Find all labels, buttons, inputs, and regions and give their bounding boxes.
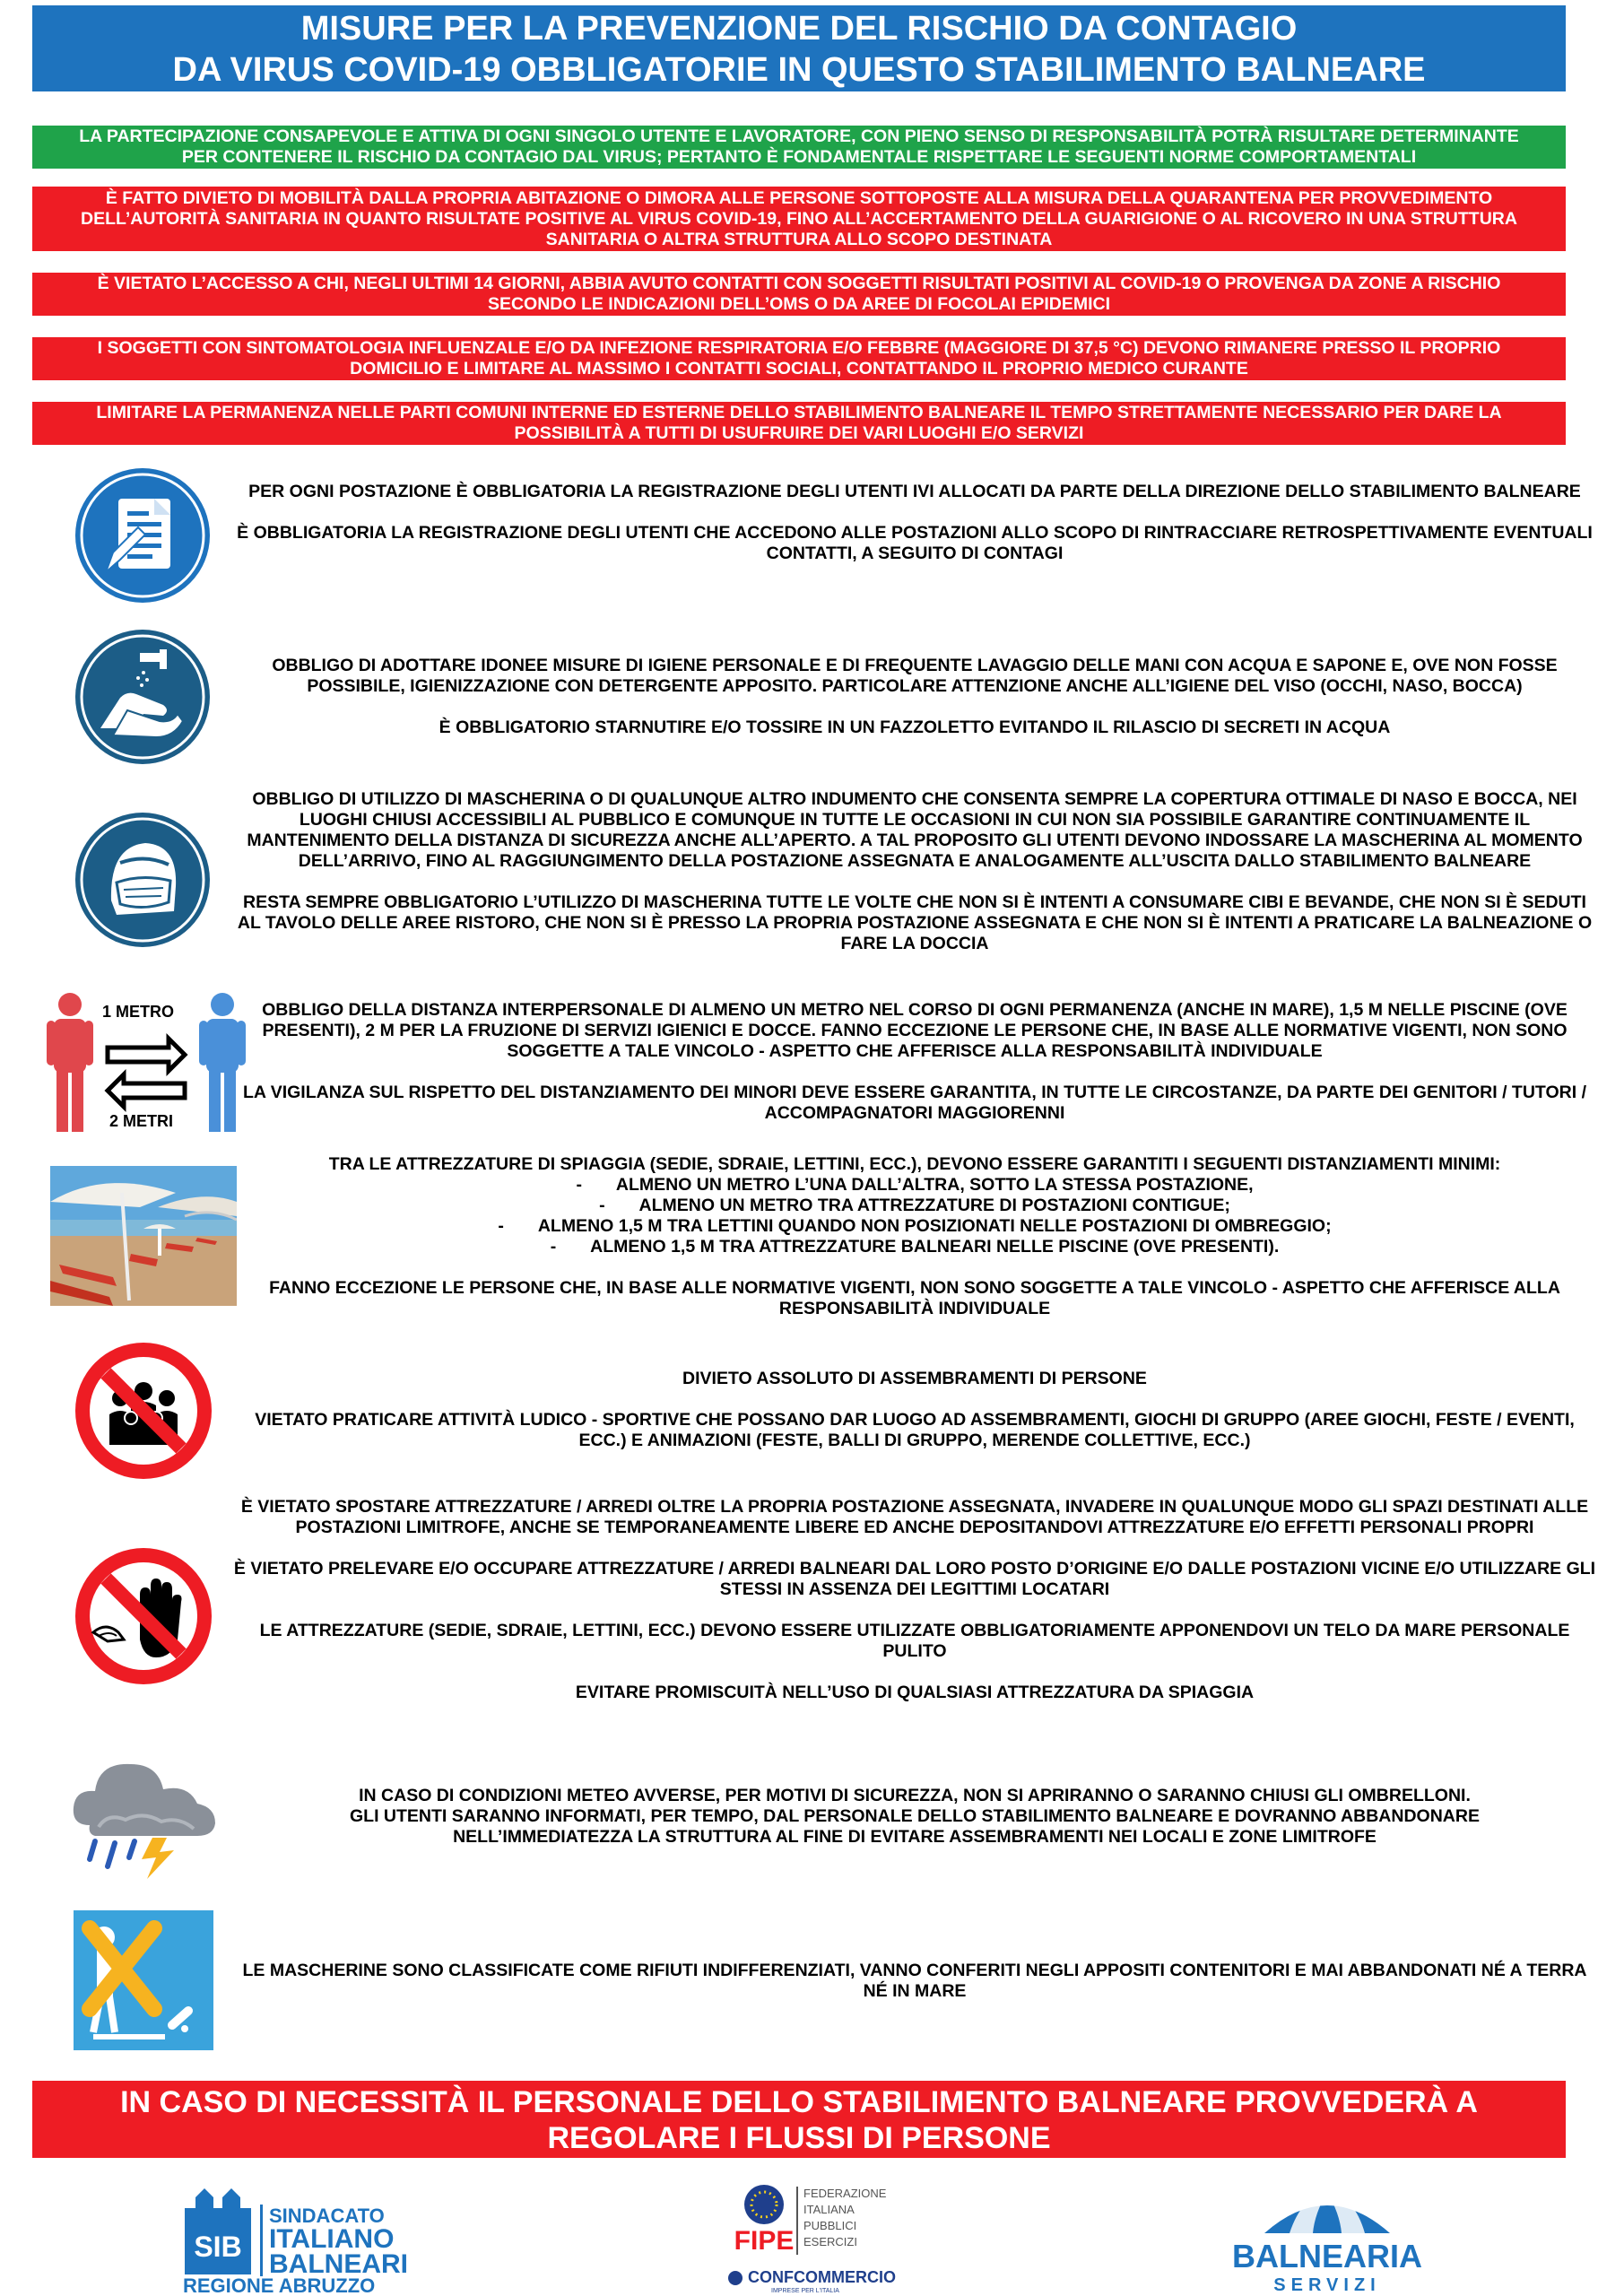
rule-text: RESTA SEMPRE OBBLIGATORIO L’UTILIZZO DI MASCHERINA TUTTE LE VOLTE CHE NON SI È INTENTI A CONSUMARE CIBI E BEVANDE, CHE NON SI È SEDUTI AL TAVOLO DELLE AREE RISTORO, CHE NON SI È PRESSO LA PROPRIA POSTAZIONE ASSEGNATA E CHE NON SI È INTENTI A PRATICARE LA BALNEAZIONE O FARE LA DOCCIA	[237, 892, 1593, 953]
balnearia-sub: SERVIZI	[1273, 2275, 1381, 2294]
page-title	[32, 5, 1566, 91]
confcommercio-name: CONFCOMMERCIO	[748, 2268, 896, 2286]
rule-text: VIETATO PRATICARE ATTIVITÀ LUDICO - SPORTIVE CHE POSSANO DAR LUOGO AD ASSEMBRAMENTI, GIOCHI DI GRUPPO (AREE GIOCHI, FESTE / EVENTI, ECC.) E ANIMAZIONI (FESTE, BALLI DI GRUPPO, MERENDE COLLETTIVE, ECC.)	[255, 1410, 1575, 1450]
banner-line: PER CONTENERE IL RISCHIO DA CONTAGIO DAL VIRUS; PERTANTO È FONDAMENTALE RISPETTARE LE SEGUENTI NORME COMPORTAMENTALI	[181, 147, 1417, 167]
rule-weather	[233, 1786, 1596, 1848]
rule-mask	[233, 789, 1596, 954]
sib-line-1: SINDACATO	[269, 2205, 385, 2227]
rule-text: GLI UTENTI SARANNO INFORMATI, PER TEMPO, DAL PERSONALE DELLO STABILIMENTO BALNEARE E DOVRANNO ABBANDONARE	[350, 1806, 1480, 1826]
fipe-logo	[717, 2178, 933, 2294]
balnearia-logo	[1220, 2187, 1435, 2294]
storm-cloud-icon	[63, 1744, 224, 1892]
banner-line: LA PARTECIPAZIONE CONSAPEVOLE E ATTIVA DI OGNI SINGOLO UTENTE E LAVORATORE, CON PIENO SENSO DI RESPONSABILITÀ POTRÀ RISULTARE DETERMINANTE	[79, 126, 1519, 146]
beach-umbrellas-image	[50, 1166, 237, 1306]
rule-text: OBBLIGO DI UTILIZZO DI MASCHERINA O DI QUALUNQUE ALTRO INDUMENTO CHE CONSENTA SEMPRE LA COPERTURA OTTIMALE DI NASO E BOCCA, NEI LUOGHI CHIUSI ACCESSIBILI AL PUBBLICO E COMUNQUE IN TUTTE LE OCCASIONI IN CUI NON SIA POSSIBILE GARANTIRE CONTINUAMENTE IL MANTENIMENTO DELLA DISTANZA DI SICUREZZA ANCHE ALL’APERTO. A TAL PROPOSITO GLI UTENTI DEVONO INDOSSARE LA MASCHERINA AL MOMENTO DELL’ARRIVO, FINO AL RAGGIUNGIMENTO DELLA POSTAZIONE ASSEGNATA E ANALOGAMENTE ALL’USCITA DALLO STABILIMENTO BALNEARE	[247, 789, 1583, 871]
banner-line: I SOGGETTI CON SINTOMATOLOGIA INFLUENZALE E/O DA INFEZIONE RESPIRATORIA E/O FEBBRE (MAGGIORE DI 37,5 °C) DEVONO RIMANERE PRESSO IL PROPRIO	[97, 338, 1501, 358]
rule-text: EVITARE PROMISCUITÀ NELL’USO DI QUALSIASI ATTREZZATURA DA SPIAGGIA	[575, 1683, 1255, 1702]
list-item: - ALMENO 1,5 M TRA LETTINI QUANDO NON POSIZIONATI NELLE POSTAZIONI DI OMBREGGIO;	[233, 1216, 1596, 1237]
balnearia-name: BALNEARIA	[1232, 2238, 1422, 2274]
rule-gathering	[233, 1369, 1596, 1451]
sib-line-4: REGIONE ABRUZZO	[183, 2274, 376, 2294]
banner-line: LIMITARE LA PERMANENZA NELLE PARTI COMUNI INTERNE ED ESTERNE DELLO STABILIMENTO BALNEARE IL TEMPO STRETTAMENTE NECESSARIO PER DARE LA	[96, 403, 1502, 422]
rule-hygiene	[233, 656, 1596, 738]
list-item: - ALMENO UN METRO TRA ATTREZZATURE DI POSTAZIONI CONTIGUE;	[233, 1196, 1596, 1216]
rule-text: LE MASCHERINE SONO CLASSIFICATE COME RIFIUTI INDIFFERENZIATI, VANNO CONFERITI NEGLI APPOSITI CONTENITORI E MAI ABBANDONATI NÉ A TERRA NÉ IN MARE	[242, 1961, 1587, 2001]
banner-quarantine	[32, 187, 1566, 251]
rule-waste	[233, 1961, 1596, 2002]
banner-line: SANITARIA O ALTRA STRUTTURA ALLO SCOPO DESTINATA	[545, 229, 1053, 249]
distance-label-1m: 1 METRO	[102, 1003, 175, 1021]
hand-washing-icon	[74, 628, 212, 770]
banner-line: È VIETATO L’ACCESSO A CHI, NEGLI ULTIMI 14 GIORNI, ABBIA AVUTO CONTATTI CON SOGGETTI RISULTATI POSITIVI AL COVID-19 O PROVENGA DA ZONE A RISCHIO	[97, 274, 1501, 293]
footer-line-2: REGOLARE I FLUSSI DI PERSONE	[547, 2121, 1051, 2155]
equipment-distance-list	[233, 1175, 1596, 1257]
list-item: - ALMENO 1,5 M TRA ATTREZZATURE BALNEARI NELLE PISCINE (OVE PRESENTI).	[233, 1237, 1596, 1257]
title-line-1: MISURE PER LA PREVENZIONE DEL RISCHIO DA CONTAGIO	[300, 10, 1298, 48]
banner-line: DOMICILIO E LIMITARE AL MASSIMO I CONTATTI SOCIALI, CONTATTANDO IL PROPRIO MEDICO CURANTE	[350, 359, 1248, 378]
rule-text: LA VIGILANZA SUL RISPETTO DEL DISTANZIAMENTO DEI MINORI DEVE ESSERE GARANTITA, IN TUTTE LE CIRCOSTANZE, DA PARTE DEI GENITORI / TUTORI / ACCOMPAGNATORI MAGGIORENNI	[243, 1083, 1586, 1123]
fipe-line-4: ESERCIZI	[803, 2235, 857, 2248]
distance-label-2m: 2 METRI	[109, 1112, 174, 1130]
rule-distance	[233, 1000, 1596, 1124]
banner-symptoms	[32, 337, 1566, 380]
rule-text: PER OGNI POSTAZIONE È OBBLIGATORIA LA REGISTRAZIONE DEGLI UTENTI IVI ALLOCATI DA PARTE DELLA DIREZIONE DELLO STABILIMENTO BALNEARE	[248, 482, 1581, 501]
rule-text: È VIETATO PRELEVARE E/O OCCUPARE ATTREZZATURE / ARREDI BALNEARI DAL LORO POSTO D’ORIGINE E/O DALLE POSTAZIONI VICINE E/O UTILIZZARE GLI STESSI IN ASSENZA DEI LEGITTIMI LOCATARI	[233, 1559, 1596, 1599]
sib-line-3: BALNEARI	[269, 2249, 408, 2279]
footer-banner	[32, 2081, 1566, 2158]
no-touch-icon	[74, 1546, 213, 1691]
banner-line: SECONDO LE INDICAZIONI DELL’OMS O DA AREE DI FOCOLAI EPIDEMICI	[487, 294, 1111, 314]
rule-text: TRA LE ATTREZZATURE DI SPIAGGIA (SEDIE, SDRAIE, LETTINI, ECC.), DEVONO ESSERE GARANTITI I SEGUENTI DISTANZIAMENTI MINIMI:	[328, 1154, 1501, 1174]
fipe-line-3: PUBBLICI	[803, 2219, 857, 2232]
sib-line-2: ITALIANO	[269, 2224, 395, 2254]
rule-text: OBBLIGO DELLA DISTANZA INTERPERSONALE DI ALMENO UN METRO NEL CORSO DI OGNI PERMANENZA (ANCHE IN MARE), 1,5 M NELLE PISCINE (OVE PRESENTI), 2 M PER LA FRUZIONE DI SERVIZI IGIENICI E DOCCE. FANNO ECCEZIONE LE PERSONE CHE, IN BASE ALLE NORMATIVE VIGENTI, NON SONO SOGGETTE A TALE VINCOLO - ASPETTO CHE AFFERISCE ALLA RESPONSABILITÀ INDIVIDUALE	[262, 1000, 1568, 1061]
confcommercio-tagline: IMPRESE PER L'ITALIA	[771, 2288, 839, 2294]
rule-furniture	[233, 1497, 1596, 1703]
rule-text: DIVIETO ASSOLUTO DI ASSEMBRAMENTI DI PERSONE	[682, 1369, 1147, 1388]
rule-text: LE ATTREZZATURE (SEDIE, SDRAIE, LETTINI, ECC.) DEVONO ESSERE UTILIZZATE OBBLIGATORIAMENTE APPONENDOVI UN TELO DA MARE PERSONALE PULITO	[259, 1621, 1570, 1661]
no-littering-icon	[74, 1910, 213, 2055]
rule-text: FANNO ECCEZIONE LE PERSONE CHE, IN BASE ALLE NORMATIVE VIGENTI, NON SONO SOGGETTE A TALE VINCOLO - ASPETTO CHE AFFERISCE ALLA RESPONSABILITÀ INDIVIDUALE	[269, 1278, 1560, 1318]
rule-text: È VIETATO SPOSTARE ATTREZZATURE / ARREDI OLTRE LA PROPRIA POSTAZIONE ASSEGNATA, INVADERE IN QUALUNQUE MODO GLI SPAZI DESTINATI ALLE POSTAZIONI LIMITROFE, ANCHE SE TEMPORANEAMENTE LIBERE ED ANCHE DEPOSITANDOVI ATTREZZATURE E/O EFFETTI PERSONALI PROPRI	[240, 1497, 1589, 1537]
banner-participation	[32, 126, 1566, 169]
social-distance-icon	[43, 990, 249, 1134]
rule-equipment	[233, 1154, 1596, 1319]
rule-text: NELL’IMMEDIATEZZA LA STRUTTURA AL FINE DI EVITARE ASSEMBRAMENTI NEI LOCALI E ZONE LIMITROFE	[453, 1827, 1377, 1847]
sib-logo	[179, 2181, 413, 2294]
banner-line: POSSIBILITÀ A TUTTI DI USUFRUIRE DEI VARI LUOGHI E/O SERVIZI	[514, 423, 1084, 443]
list-item: - ALMENO UN METRO L’UNA DALL’ALTRA, SOTTO LA STESSA POSTAZIONE,	[233, 1175, 1596, 1196]
banner-access-denied	[32, 273, 1566, 316]
rule-text: OBBLIGO DI ADOTTARE IDONEE MISURE DI IGIENE PERSONALE E DI FREQUENTE LAVAGGIO DELLE MANI CON ACQUA E SAPONE E, OVE NON FOSSE POSSIBILE, IGIENIZZAZIONE CON DETERGENTE APPOSITO. PARTICOLARE ATTENZIONE ANCHE ALL’IGIENE DEL VISO (OCCHI, NASO, BOCCA)	[272, 656, 1558, 696]
footer-line-1: IN CASO DI NECESSITÀ IL PERSONALE DELLO STABILIMENTO BALNEARE PROVVEDERÀ A	[120, 2085, 1478, 2119]
rule-text: È OBBLIGATORIA LA REGISTRAZIONE DEGLI UTENTI CHE ACCEDONO ALLE POSTAZIONI ALLO SCOPO DI RINTRACCIARE RETROSPETTIVAMENTE EVENTUALI CONTATTI, A SEGUITO DI CONTAGI	[237, 523, 1593, 563]
title-line-2: DA VIRUS COVID-19 OBBLIGATORIE IN QUESTO STABILIMENTO BALNEARE	[172, 51, 1426, 89]
banner-common-areas	[32, 402, 1566, 445]
rule-text: È OBBLIGATORIO STARNUTIRE E/O TOSSIRE IN UN FAZZOLETTO EVITANDO IL RILASCIO DI SECRETI IN ACQUA	[439, 718, 1391, 737]
fipe-line-1: FEDERAZIONE	[803, 2187, 887, 2200]
banner-line: È FATTO DIVIETO DI MOBILITÀ DALLA PROPRIA ABITAZIONE O DIMORA ALLE PERSONE SOTTOPOSTE ALLA MISURA DELLA QUARANTENA PER PROVVEDIMENTO	[105, 187, 1493, 208]
face-mask-icon	[74, 811, 212, 953]
rule-registration	[233, 482, 1596, 564]
rule-text: IN CASO DI CONDIZIONI METEO AVVERSE, PER MOTIVI DI SICUREZZA, NON SI APRIRANNO O SARANNO CHIUSI GLI OMBRELLONI.	[359, 1786, 1471, 1805]
fipe-mark: FIPE	[734, 2226, 795, 2256]
registration-document-icon	[74, 466, 212, 609]
sib-mark: SIB	[194, 2231, 242, 2263]
no-gathering-icon	[74, 1341, 213, 1485]
banner-line: DELL’AUTORITÀ SANITARIA IN QUANTO RISULTATE POSITIVE AL VIRUS COVID-19, FINO ALL’ACCERTAMENTO DELLA GUARIGIONE O AL RICOVERO IN UNA STRUTTURA	[81, 208, 1517, 229]
fipe-line-2: ITALIANA	[803, 2203, 855, 2216]
